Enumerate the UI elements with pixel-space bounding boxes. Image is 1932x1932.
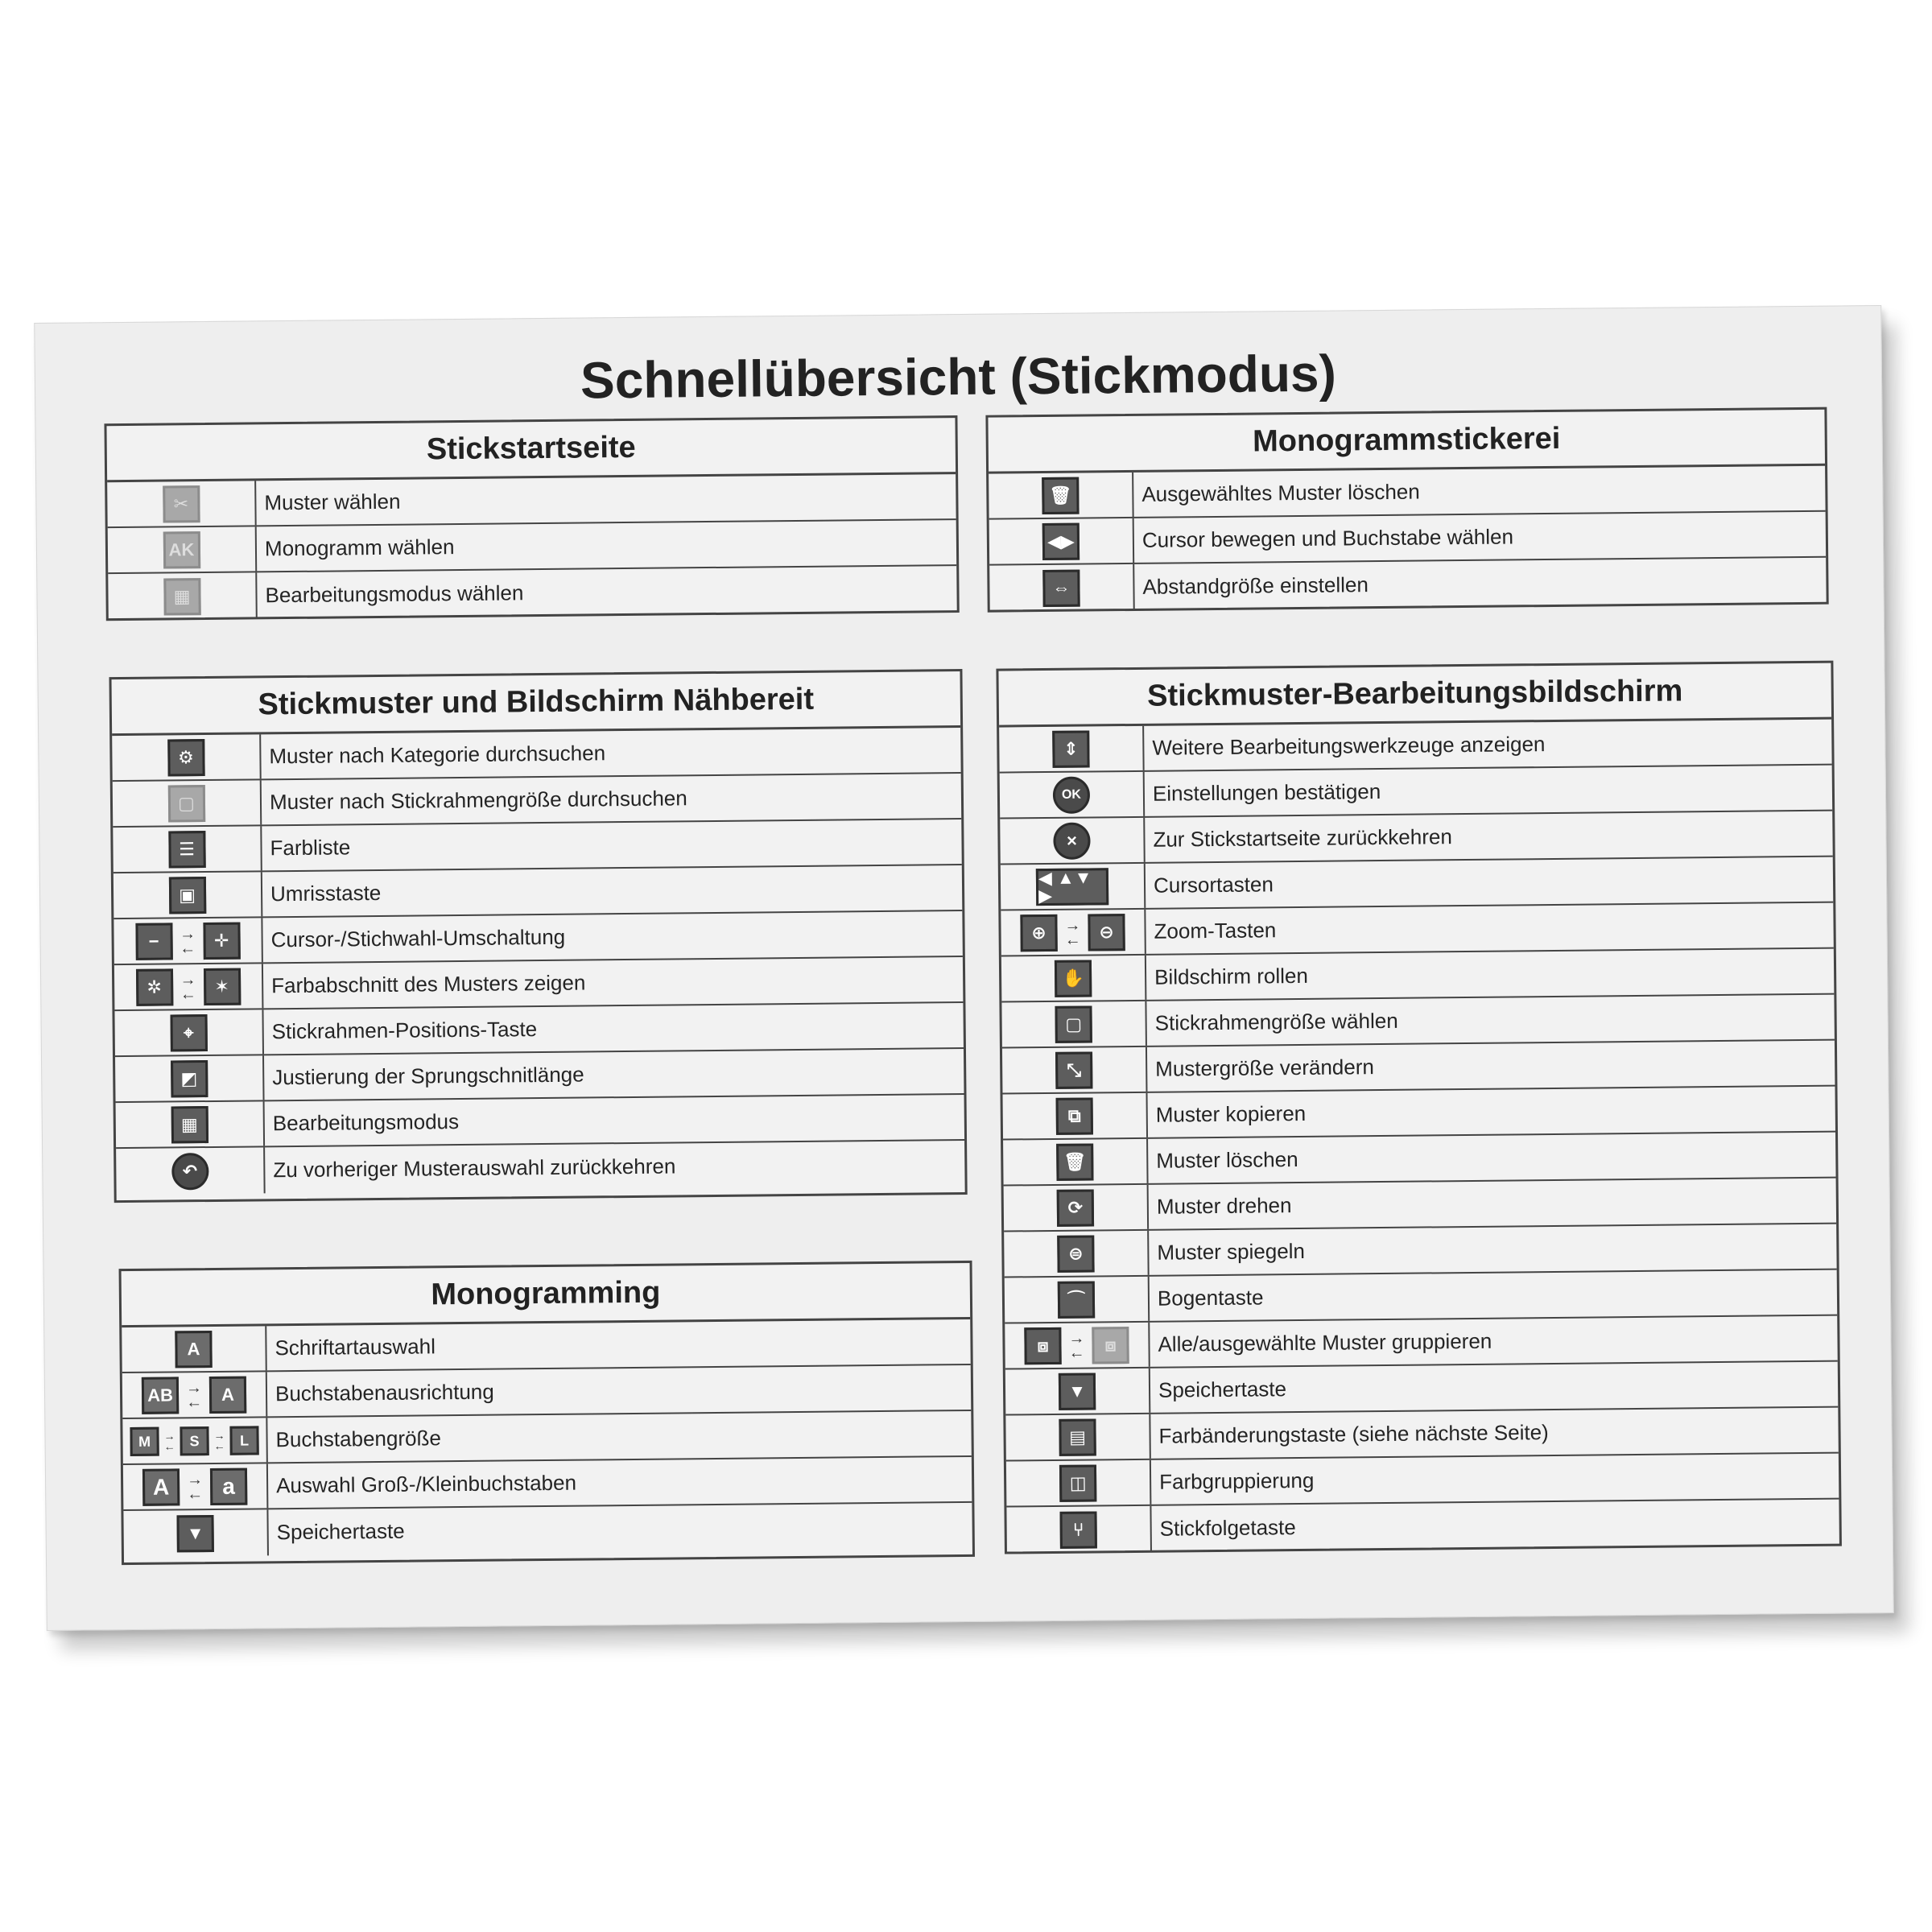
stitch-mode-icon: ✛ xyxy=(203,922,240,959)
icon-cell xyxy=(1001,956,1147,1001)
row-label: Stickfolgetaste xyxy=(1159,1515,1296,1541)
section-body xyxy=(107,474,957,620)
icon-cell xyxy=(1005,1414,1151,1460)
row-label: Cursor-/Stichwahl-Umschaltung xyxy=(270,924,566,952)
section-body xyxy=(122,1319,972,1557)
table-row xyxy=(122,1319,970,1373)
mirror-icon: ⊜ xyxy=(1057,1235,1094,1272)
table-row xyxy=(114,1003,963,1057)
icon-cell xyxy=(999,726,1145,772)
row-label: Einstellungen bestätigen xyxy=(1152,779,1381,806)
resize-icon: ⤡ xyxy=(1055,1051,1092,1088)
copy-icon: ⧉ xyxy=(1056,1097,1093,1134)
icon-cell xyxy=(1003,1139,1149,1185)
table-row xyxy=(116,1095,964,1149)
row-label: Alle/ausgewählte Muster gruppieren xyxy=(1158,1328,1492,1356)
color-section-off-icon: ✲ xyxy=(135,968,172,1005)
size-s-icon: S xyxy=(180,1426,208,1455)
icon-cell xyxy=(116,1147,266,1195)
row-label: Zoom-Tasten xyxy=(1154,918,1277,943)
size-l-icon: L xyxy=(229,1426,258,1455)
icon-cell xyxy=(108,572,258,620)
table-row xyxy=(1005,1316,1837,1370)
table-row xyxy=(1001,949,1834,1003)
color-group-icon: ◫ xyxy=(1059,1464,1096,1501)
delete-pattern-icon: 🗑 xyxy=(1056,1143,1093,1180)
arc-icon: ⌒ xyxy=(1058,1281,1095,1318)
icon-cell xyxy=(113,780,262,826)
icon-cell xyxy=(112,734,262,780)
table-row xyxy=(108,520,956,574)
row-label: Justierung der Sprungschnitlänge xyxy=(272,1062,584,1090)
section-stickmuster-naehbereit xyxy=(109,669,967,1203)
scroll-hand-icon: ✋ xyxy=(1055,960,1092,997)
table-row xyxy=(989,466,1825,520)
zoom-out-icon: ⊖ xyxy=(1088,914,1125,951)
row-label: Zu vorheriger Musterauswahl zurückkehren xyxy=(273,1154,676,1183)
icon-cell xyxy=(1004,1231,1150,1277)
row-label: Zur Stickstartseite zurückkehren xyxy=(1153,824,1452,852)
icon-cell xyxy=(1004,1185,1150,1231)
row-label: Bogentaste xyxy=(1157,1285,1264,1311)
swap-arrows-icon: → ← xyxy=(1064,916,1081,949)
row-label: Mustergröße verändern xyxy=(1155,1055,1375,1081)
row-label: Stickrahmen-Positions-Taste xyxy=(271,1017,538,1044)
table-row xyxy=(1005,1408,1838,1462)
icon-cell xyxy=(1001,1001,1147,1047)
color-change-icon: ▤ xyxy=(1059,1418,1096,1455)
table-row xyxy=(107,474,956,528)
row-label: Cursortasten xyxy=(1153,872,1274,898)
row-label: Auswahl Groß-/Kleinbuchstaben xyxy=(275,1470,577,1498)
row-label: Buchstabengröße xyxy=(275,1426,441,1452)
icon-cell xyxy=(114,872,263,918)
row-label: Abstandgröße einstellen xyxy=(1142,572,1369,599)
outline-icon: ▣ xyxy=(168,877,205,914)
table-row xyxy=(114,865,962,919)
pattern-select-icon: ✂ xyxy=(163,485,200,522)
size-m-icon: M xyxy=(130,1426,159,1455)
section-header: Monogrammstickerei xyxy=(988,410,1825,474)
row-label: Cursor bewegen und Buchstabe wählen xyxy=(1141,524,1514,552)
swap-arrows-icon: → ← xyxy=(163,1429,175,1453)
delete-icon: 🗑 xyxy=(1042,477,1079,514)
table-row xyxy=(1001,995,1834,1049)
icon-cell xyxy=(989,564,1135,612)
table-row xyxy=(108,566,956,620)
group-selected-icon: ⧈ xyxy=(1092,1327,1129,1364)
save-icon: ▼ xyxy=(176,1514,213,1551)
vertical-text-icon: A xyxy=(209,1376,246,1413)
zoom-in-icon: ⊕ xyxy=(1020,914,1057,951)
font-select-icon: A xyxy=(175,1330,212,1367)
row-label: Farbänderungstaste (siehe nächste Seite) xyxy=(1158,1420,1549,1448)
row-label: Muster löschen xyxy=(1156,1147,1298,1173)
row-label: Muster nach Kategorie durchsuchen xyxy=(269,741,606,769)
section-header: Monogramming xyxy=(122,1263,971,1327)
table-row xyxy=(123,1457,972,1511)
table-row xyxy=(114,957,963,1011)
table-row xyxy=(1006,1454,1839,1508)
row-label: Muster wählen xyxy=(264,489,401,515)
table-row xyxy=(115,1049,964,1103)
icon-cell xyxy=(1000,818,1146,864)
icon-cell xyxy=(122,1326,267,1372)
row-label: Buchstabenausrichtung xyxy=(275,1379,494,1406)
row-label: Weitere Bearbeitungswerkzeuge anzeigen xyxy=(1152,732,1546,760)
back-icon: ↶ xyxy=(171,1153,208,1190)
row-label: Muster nach Stickrahmengröße durchsuchen xyxy=(269,786,687,815)
cursor-keys-icon: ◀ ▲▼ ▶ xyxy=(1036,868,1108,906)
row-label: Speichertaste xyxy=(1158,1377,1287,1402)
hoop-size-search-icon: ▢ xyxy=(167,785,204,822)
row-label: Speichertaste xyxy=(276,1518,405,1545)
row-label: Monogramm wählen xyxy=(264,535,455,561)
row-label: Bildschirm rollen xyxy=(1154,963,1308,989)
table-row xyxy=(123,1503,972,1557)
icon-cell xyxy=(108,526,258,572)
row-label: Muster kopieren xyxy=(1155,1100,1307,1127)
row-label: Stickrahmengröße wählen xyxy=(1154,1008,1398,1035)
quick-reference-card xyxy=(34,305,1893,1631)
icon-cell xyxy=(1006,1460,1152,1506)
icon-cell xyxy=(989,473,1134,518)
table-row xyxy=(1004,1224,1836,1278)
category-search-icon: ⚙ xyxy=(167,739,204,776)
table-row xyxy=(1003,1133,1835,1187)
swap-arrows-icon: → ← xyxy=(180,970,196,1003)
edit-mode-select-icon: ▦ xyxy=(163,578,200,615)
cursor-arrows-icon: ◀▶ xyxy=(1042,522,1080,559)
row-label: Schriftartauswahl xyxy=(275,1334,436,1360)
icon-cell xyxy=(1005,1323,1150,1368)
swap-arrows-icon: → ← xyxy=(213,1428,225,1452)
icon-cell xyxy=(1005,1277,1150,1323)
icon-cell xyxy=(122,1418,268,1463)
row-label: Bearbeitungsmodus wählen xyxy=(265,580,524,608)
page-title: Schnellübersicht (Stickmodus) xyxy=(580,344,1337,410)
icon-cell xyxy=(123,1509,269,1557)
section-monogramming xyxy=(119,1261,975,1565)
section-stickstartseite xyxy=(104,415,959,621)
icon-cell xyxy=(989,518,1135,564)
group-all-icon: ⧈ xyxy=(1024,1327,1061,1364)
icon-cell xyxy=(113,826,262,872)
jump-trim-icon: ◩ xyxy=(171,1060,208,1097)
color-list-icon: ☰ xyxy=(168,831,205,868)
table-row xyxy=(1001,903,1833,957)
row-label: Bearbeitungsmodus xyxy=(272,1109,460,1136)
icon-cell xyxy=(114,918,263,964)
section-body xyxy=(999,720,1839,1554)
more-tools-icon: ⇕ xyxy=(1052,730,1089,767)
icon-cell xyxy=(1005,1368,1151,1414)
section-header: Stickmuster-Bearbeitungsbildschirm xyxy=(998,663,1831,728)
table-row xyxy=(112,728,960,782)
table-row xyxy=(116,1141,964,1195)
table-row xyxy=(122,1365,971,1419)
icon-cell xyxy=(1001,864,1146,910)
horizontal-text-icon: AB xyxy=(142,1377,179,1414)
swap-arrows-icon: → ← xyxy=(186,1470,204,1503)
row-label: Muster drehen xyxy=(1156,1193,1292,1219)
table-row xyxy=(989,558,1826,612)
table-row xyxy=(1002,1041,1835,1095)
monogram-select-icon: AK xyxy=(163,531,200,568)
table-row xyxy=(989,512,1826,566)
uppercase-icon: A xyxy=(142,1468,180,1505)
lowercase-icon: a xyxy=(210,1468,247,1505)
section-body xyxy=(112,728,964,1195)
icon-cell xyxy=(1003,1093,1149,1139)
icon-cell xyxy=(1006,1506,1152,1554)
icon-cell xyxy=(116,1101,266,1147)
rotate-icon: ⟳ xyxy=(1057,1189,1094,1226)
hoop-size-icon: ▢ xyxy=(1055,1005,1092,1042)
close-icon: × xyxy=(1053,822,1090,859)
color-section-on-icon: ✶ xyxy=(203,968,240,1005)
section-monogrammstickerei xyxy=(985,407,1828,613)
swap-arrows-icon: → ← xyxy=(1068,1329,1085,1362)
icon-cell xyxy=(114,964,264,1009)
table-row xyxy=(122,1411,971,1465)
table-row xyxy=(1003,1087,1835,1141)
ok-icon: OK xyxy=(1053,776,1090,813)
table-row xyxy=(1001,857,1833,911)
row-label: Farbabschnitt des Musters zeigen xyxy=(271,970,586,998)
hoop-position-icon: ⌖ xyxy=(170,1014,207,1051)
section-header: Stickmuster und Bildschirm Nähbereit xyxy=(112,671,961,736)
table-row xyxy=(1000,766,1832,819)
swap-arrows-icon: → ← xyxy=(179,924,196,957)
icon-cell xyxy=(1000,772,1146,818)
row-label: Farbgruppierung xyxy=(1158,1468,1315,1494)
icon-cell xyxy=(122,1372,268,1418)
icon-cell xyxy=(123,1463,269,1509)
cursor-mode-icon: − xyxy=(135,923,172,960)
icon-cell xyxy=(1002,1047,1148,1093)
section-bearbeitungsbildschirm xyxy=(996,661,1842,1554)
table-row xyxy=(114,911,962,965)
stitch-order-icon: ⑂ xyxy=(1059,1511,1096,1548)
icon-cell xyxy=(1001,910,1146,956)
row-label: Farbliste xyxy=(270,835,351,861)
row-label: Ausgewähltes Muster löschen xyxy=(1141,479,1420,506)
row-label: Umrisstaste xyxy=(270,880,382,906)
table-row xyxy=(1005,1362,1838,1416)
swap-arrows-icon: → ← xyxy=(185,1378,203,1411)
table-row xyxy=(1005,1270,1837,1324)
row-label: Muster spiegeln xyxy=(1157,1238,1306,1265)
icon-cell xyxy=(107,481,257,526)
section-header: Stickstartseite xyxy=(106,418,956,482)
table-row xyxy=(113,819,961,873)
table-row xyxy=(113,774,961,828)
table-row xyxy=(1000,811,1832,865)
table-row xyxy=(1004,1179,1836,1232)
table-row xyxy=(1006,1500,1839,1554)
edit-mode-icon: ▦ xyxy=(171,1106,208,1143)
icon-cell xyxy=(114,1009,264,1055)
spacing-icon: ⇔ xyxy=(1042,569,1080,606)
table-row xyxy=(999,720,1831,774)
save-icon: ▼ xyxy=(1059,1373,1096,1410)
section-body xyxy=(989,466,1827,612)
icon-cell xyxy=(115,1055,265,1101)
